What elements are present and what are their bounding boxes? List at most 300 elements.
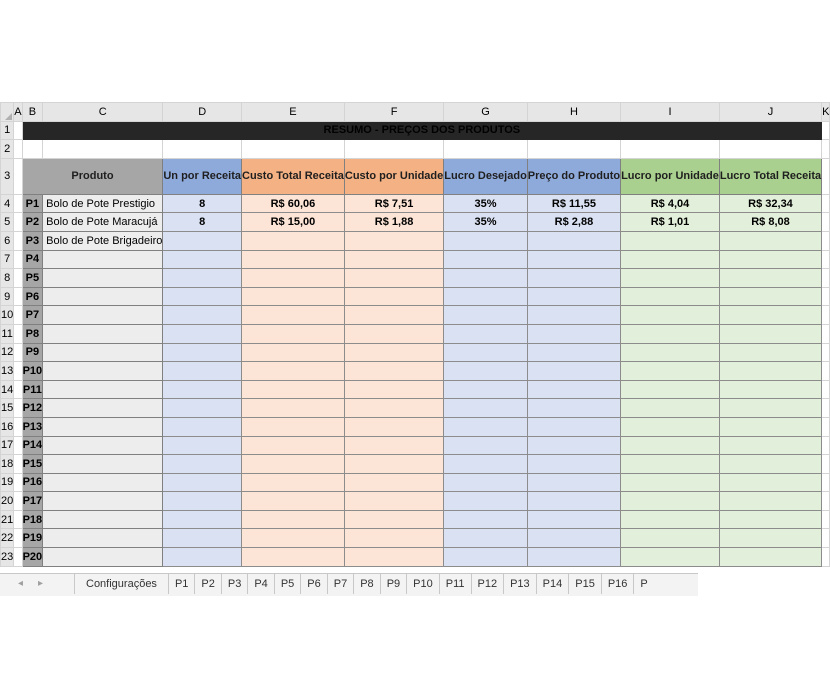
custo-unidade-cell[interactable]	[344, 269, 443, 288]
cell[interactable]	[14, 417, 22, 436]
row-header[interactable]: 23	[1, 548, 14, 567]
lucro-unidade-cell[interactable]	[621, 231, 720, 250]
lucro-unidade-cell[interactable]	[621, 473, 720, 492]
row-header[interactable]: 7	[1, 250, 14, 269]
custo-total-cell[interactable]	[242, 362, 345, 381]
cell[interactable]	[14, 250, 22, 269]
lucro-desejado-cell[interactable]	[444, 343, 528, 362]
lucro-total-cell[interactable]	[719, 287, 821, 306]
row-header[interactable]: 19	[1, 473, 14, 492]
cell[interactable]	[14, 455, 22, 474]
cell[interactable]	[822, 306, 830, 325]
tab-scroll-right-icon[interactable]: ▸	[38, 578, 44, 589]
un-por-receita-cell[interactable]	[163, 548, 242, 567]
cell[interactable]	[14, 140, 22, 159]
cell[interactable]	[14, 121, 22, 140]
row-header[interactable]: 8	[1, 269, 14, 288]
cell[interactable]	[822, 269, 830, 288]
preco-produto-cell[interactable]	[527, 473, 620, 492]
header-lucro-desejado[interactable]: Lucro Desejado	[444, 158, 528, 194]
lucro-unidade-cell[interactable]	[621, 250, 720, 269]
row-header[interactable]: 22	[1, 529, 14, 548]
cell[interactable]	[14, 473, 22, 492]
cell[interactable]	[822, 473, 830, 492]
lucro-desejado-cell[interactable]	[444, 399, 528, 418]
lucro-desejado-cell[interactable]	[444, 548, 528, 567]
product-name[interactable]	[43, 417, 163, 436]
lucro-total-cell[interactable]	[719, 343, 821, 362]
cell[interactable]	[822, 510, 830, 529]
product-id[interactable]: P9	[22, 343, 43, 362]
product-name[interactable]	[43, 287, 163, 306]
custo-unidade-cell[interactable]: R$ 7,51	[344, 194, 443, 213]
lucro-total-cell[interactable]	[719, 492, 821, 511]
un-por-receita-cell[interactable]	[163, 343, 242, 362]
sheet-tab-p15-15[interactable]: P15	[568, 574, 601, 594]
row-header[interactable]: 14	[1, 380, 14, 399]
product-name[interactable]	[43, 529, 163, 548]
row-header[interactable]: 1	[1, 121, 14, 140]
column-header-b[interactable]: B	[22, 103, 43, 122]
preco-produto-cell[interactable]: R$ 11,55	[527, 194, 620, 213]
column-header-h[interactable]: H	[527, 103, 620, 122]
product-id[interactable]: P16	[22, 473, 43, 492]
row-header[interactable]: 13	[1, 362, 14, 381]
lucro-desejado-cell[interactable]	[444, 250, 528, 269]
product-id[interactable]: P2	[22, 213, 43, 232]
un-por-receita-cell[interactable]: 8	[163, 194, 242, 213]
un-por-receita-cell[interactable]	[163, 324, 242, 343]
cell[interactable]	[242, 140, 345, 159]
custo-total-cell[interactable]: R$ 60,06	[242, 194, 345, 213]
cell[interactable]	[344, 140, 443, 159]
preco-produto-cell[interactable]	[527, 362, 620, 381]
lucro-total-cell[interactable]	[719, 548, 821, 567]
lucro-unidade-cell[interactable]	[621, 362, 720, 381]
product-id[interactable]: P6	[22, 287, 43, 306]
un-por-receita-cell[interactable]	[163, 455, 242, 474]
lucro-desejado-cell[interactable]	[444, 436, 528, 455]
lucro-desejado-cell[interactable]	[444, 492, 528, 511]
lucro-total-cell[interactable]	[719, 380, 821, 399]
preco-produto-cell[interactable]	[527, 324, 620, 343]
lucro-desejado-cell[interactable]	[444, 417, 528, 436]
cell[interactable]	[14, 306, 22, 325]
lucro-unidade-cell[interactable]	[621, 287, 720, 306]
header-un-por-receita[interactable]: Un por Receita	[163, 158, 242, 194]
product-name[interactable]	[43, 269, 163, 288]
cell[interactable]	[822, 455, 830, 474]
sheet-tab-configuracoes[interactable]: Configurações	[74, 574, 168, 594]
row-header[interactable]: 18	[1, 455, 14, 474]
cell[interactable]	[822, 213, 830, 232]
un-por-receita-cell[interactable]: 8	[163, 213, 242, 232]
cell[interactable]	[14, 231, 22, 250]
cell[interactable]	[822, 287, 830, 306]
cell[interactable]	[822, 548, 830, 567]
cell[interactable]	[822, 492, 830, 511]
cell[interactable]	[822, 324, 830, 343]
custo-unidade-cell[interactable]	[344, 343, 443, 362]
preco-produto-cell[interactable]	[527, 436, 620, 455]
cell[interactable]	[822, 140, 830, 159]
column-header-d[interactable]: D	[163, 103, 242, 122]
sheet-tab-p9-9[interactable]: P9	[380, 574, 406, 594]
cell[interactable]	[822, 158, 830, 194]
header-lucro-total-receita[interactable]: Lucro Total Receita	[719, 158, 821, 194]
preco-produto-cell[interactable]	[527, 417, 620, 436]
sheet-tab-p-17[interactable]: P	[633, 574, 653, 594]
un-por-receita-cell[interactable]	[163, 362, 242, 381]
lucro-unidade-cell[interactable]	[621, 417, 720, 436]
custo-total-cell[interactable]	[242, 399, 345, 418]
custo-total-cell[interactable]: R$ 15,00	[242, 213, 345, 232]
custo-unidade-cell[interactable]	[344, 548, 443, 567]
row-header[interactable]: 17	[1, 436, 14, 455]
product-id[interactable]: P8	[22, 324, 43, 343]
product-name[interactable]: Bolo de Pote Maracujá	[43, 213, 163, 232]
cell[interactable]	[14, 399, 22, 418]
custo-unidade-cell[interactable]	[344, 436, 443, 455]
un-por-receita-cell[interactable]	[163, 287, 242, 306]
custo-unidade-cell[interactable]	[344, 306, 443, 325]
preco-produto-cell[interactable]	[527, 343, 620, 362]
lucro-unidade-cell[interactable]: R$ 4,04	[621, 194, 720, 213]
custo-unidade-cell[interactable]	[344, 510, 443, 529]
custo-total-cell[interactable]	[242, 306, 345, 325]
lucro-total-cell[interactable]	[719, 362, 821, 381]
sheet-tab-p6-6[interactable]: P6	[300, 574, 326, 594]
cell[interactable]	[822, 194, 830, 213]
lucro-total-cell[interactable]	[719, 529, 821, 548]
header-produto[interactable]: Produto	[22, 158, 163, 194]
sheet-tab-p5-5[interactable]: P5	[274, 574, 300, 594]
cell[interactable]	[822, 121, 830, 140]
custo-total-cell[interactable]	[242, 343, 345, 362]
product-id[interactable]: P13	[22, 417, 43, 436]
sheet-tab-p4-4[interactable]: P4	[247, 574, 273, 594]
product-name[interactable]	[43, 343, 163, 362]
row-header[interactable]: 15	[1, 399, 14, 418]
product-name[interactable]: Bolo de Pote Brigadeiro	[43, 231, 163, 250]
sheet-tab-p12-12[interactable]: P12	[471, 574, 504, 594]
custo-unidade-cell[interactable]	[344, 529, 443, 548]
cell[interactable]	[14, 529, 22, 548]
row-header[interactable]: 4	[1, 194, 14, 213]
product-id[interactable]: P5	[22, 269, 43, 288]
row-header[interactable]: 3	[1, 158, 14, 194]
lucro-total-cell[interactable]	[719, 455, 821, 474]
un-por-receita-cell[interactable]	[163, 399, 242, 418]
cell[interactable]	[822, 436, 830, 455]
cell[interactable]	[43, 140, 163, 159]
un-por-receita-cell[interactable]	[163, 269, 242, 288]
product-name[interactable]	[43, 380, 163, 399]
cell[interactable]	[719, 140, 821, 159]
cell[interactable]	[14, 194, 22, 213]
lucro-unidade-cell[interactable]	[621, 455, 720, 474]
cell[interactable]	[14, 158, 22, 194]
custo-unidade-cell[interactable]	[344, 455, 443, 474]
column-header-j[interactable]: J	[719, 103, 821, 122]
custo-total-cell[interactable]	[242, 287, 345, 306]
cell[interactable]	[22, 140, 43, 159]
cell[interactable]	[14, 287, 22, 306]
product-id[interactable]: P4	[22, 250, 43, 269]
cell[interactable]	[14, 436, 22, 455]
un-por-receita-cell[interactable]	[163, 306, 242, 325]
row-header[interactable]: 21	[1, 510, 14, 529]
custo-total-cell[interactable]	[242, 417, 345, 436]
custo-unidade-cell[interactable]	[344, 362, 443, 381]
row-header[interactable]: 20	[1, 492, 14, 511]
custo-unidade-cell[interactable]: R$ 1,88	[344, 213, 443, 232]
lucro-desejado-cell[interactable]	[444, 529, 528, 548]
cell[interactable]	[14, 380, 22, 399]
cell[interactable]	[14, 213, 22, 232]
custo-total-cell[interactable]	[242, 455, 345, 474]
custo-unidade-cell[interactable]	[344, 492, 443, 511]
product-name[interactable]	[43, 510, 163, 529]
preco-produto-cell[interactable]	[527, 399, 620, 418]
un-por-receita-cell[interactable]	[163, 436, 242, 455]
lucro-unidade-cell[interactable]	[621, 510, 720, 529]
lucro-desejado-cell[interactable]	[444, 231, 528, 250]
un-por-receita-cell[interactable]	[163, 492, 242, 511]
sheet-tab-p10-10[interactable]: P10	[406, 574, 439, 594]
product-name[interactable]	[43, 306, 163, 325]
column-header-e[interactable]: E	[242, 103, 345, 122]
lucro-desejado-cell[interactable]	[444, 362, 528, 381]
column-header-i[interactable]: I	[621, 103, 720, 122]
preco-produto-cell[interactable]	[527, 250, 620, 269]
preco-produto-cell[interactable]	[527, 269, 620, 288]
custo-total-cell[interactable]	[242, 548, 345, 567]
lucro-total-cell[interactable]	[719, 399, 821, 418]
lucro-total-cell[interactable]	[719, 250, 821, 269]
lucro-unidade-cell[interactable]	[621, 380, 720, 399]
cell[interactable]	[621, 140, 720, 159]
lucro-unidade-cell[interactable]	[621, 399, 720, 418]
cell[interactable]	[822, 343, 830, 362]
un-por-receita-cell[interactable]	[163, 510, 242, 529]
lucro-desejado-cell[interactable]	[444, 510, 528, 529]
cell[interactable]	[14, 269, 22, 288]
product-id[interactable]: P19	[22, 529, 43, 548]
lucro-desejado-cell[interactable]	[444, 306, 528, 325]
sheet-tab-p1-1[interactable]: P1	[168, 574, 194, 594]
select-all-corner[interactable]	[1, 103, 14, 122]
cell[interactable]	[822, 399, 830, 418]
product-id[interactable]: P7	[22, 306, 43, 325]
product-id[interactable]: P3	[22, 231, 43, 250]
product-id[interactable]: P18	[22, 510, 43, 529]
preco-produto-cell[interactable]	[527, 306, 620, 325]
lucro-unidade-cell[interactable]	[621, 436, 720, 455]
product-name[interactable]	[43, 548, 163, 567]
lucro-total-cell[interactable]	[719, 417, 821, 436]
lucro-unidade-cell[interactable]	[621, 529, 720, 548]
preco-produto-cell[interactable]: R$ 2,88	[527, 213, 620, 232]
tab-scroll-left-icon[interactable]: ◂	[18, 578, 24, 589]
row-header[interactable]: 11	[1, 324, 14, 343]
lucro-desejado-cell[interactable]	[444, 473, 528, 492]
lucro-desejado-cell[interactable]: 35%	[444, 213, 528, 232]
header-lucro-por-unidade[interactable]: Lucro por Unidade	[621, 158, 720, 194]
cell[interactable]	[14, 343, 22, 362]
product-id[interactable]: P1	[22, 194, 43, 213]
product-name[interactable]	[43, 250, 163, 269]
product-name[interactable]	[43, 436, 163, 455]
row-header[interactable]: 9	[1, 287, 14, 306]
custo-total-cell[interactable]	[242, 324, 345, 343]
un-por-receita-cell[interactable]	[163, 250, 242, 269]
product-id[interactable]: P15	[22, 455, 43, 474]
custo-unidade-cell[interactable]	[344, 287, 443, 306]
custo-total-cell[interactable]	[242, 380, 345, 399]
sheet-tab-p7-7[interactable]: P7	[327, 574, 353, 594]
custo-total-cell[interactable]	[242, 231, 345, 250]
lucro-desejado-cell[interactable]	[444, 324, 528, 343]
lucro-total-cell[interactable]	[719, 269, 821, 288]
header-preco-do-produto[interactable]: Preço do Produto	[527, 158, 620, 194]
lucro-unidade-cell[interactable]	[621, 269, 720, 288]
sheet-tab-p11-11[interactable]: P11	[439, 574, 471, 594]
custo-total-cell[interactable]	[242, 269, 345, 288]
preco-produto-cell[interactable]	[527, 455, 620, 474]
cell[interactable]	[527, 140, 620, 159]
lucro-unidade-cell[interactable]	[621, 324, 720, 343]
custo-total-cell[interactable]	[242, 436, 345, 455]
lucro-total-cell[interactable]	[719, 324, 821, 343]
custo-unidade-cell[interactable]	[344, 324, 443, 343]
product-name[interactable]	[43, 362, 163, 381]
lucro-unidade-cell[interactable]	[621, 492, 720, 511]
custo-total-cell[interactable]	[242, 529, 345, 548]
row-header[interactable]: 5	[1, 213, 14, 232]
sheet-tab-p14-14[interactable]: P14	[536, 574, 569, 594]
row-header[interactable]: 10	[1, 306, 14, 325]
column-header-f[interactable]: F	[344, 103, 443, 122]
lucro-total-cell[interactable]	[719, 436, 821, 455]
custo-unidade-cell[interactable]	[344, 417, 443, 436]
product-name[interactable]	[43, 399, 163, 418]
custo-unidade-cell[interactable]	[344, 250, 443, 269]
product-id[interactable]: P17	[22, 492, 43, 511]
column-header-a[interactable]: A	[14, 103, 22, 122]
lucro-total-cell[interactable]	[719, 510, 821, 529]
column-header-g[interactable]: G	[444, 103, 528, 122]
header-custo-por-unidade[interactable]: Custo por Unidade	[344, 158, 443, 194]
custo-unidade-cell[interactable]	[344, 399, 443, 418]
cell[interactable]	[14, 548, 22, 567]
custo-total-cell[interactable]	[242, 492, 345, 511]
lucro-total-cell[interactable]: R$ 32,34	[719, 194, 821, 213]
sheet-tab-p16-16[interactable]: P16	[601, 574, 634, 594]
cell[interactable]	[14, 324, 22, 343]
cell[interactable]	[14, 510, 22, 529]
sheet-tab-p8-8[interactable]: P8	[353, 574, 379, 594]
cell[interactable]	[822, 529, 830, 548]
un-por-receita-cell[interactable]	[163, 473, 242, 492]
lucro-total-cell[interactable]	[719, 231, 821, 250]
lucro-total-cell[interactable]: R$ 8,08	[719, 213, 821, 232]
custo-total-cell[interactable]	[242, 250, 345, 269]
lucro-unidade-cell[interactable]: R$ 1,01	[621, 213, 720, 232]
row-header[interactable]: 16	[1, 417, 14, 436]
cell[interactable]	[822, 231, 830, 250]
lucro-total-cell[interactable]	[719, 306, 821, 325]
un-por-receita-cell[interactable]	[163, 529, 242, 548]
lucro-total-cell[interactable]	[719, 473, 821, 492]
un-por-receita-cell[interactable]	[163, 417, 242, 436]
product-name[interactable]	[43, 455, 163, 474]
preco-produto-cell[interactable]	[527, 231, 620, 250]
product-id[interactable]: P20	[22, 548, 43, 567]
product-id[interactable]: P10	[22, 362, 43, 381]
lucro-desejado-cell[interactable]	[444, 380, 528, 399]
product-name[interactable]	[43, 324, 163, 343]
lucro-desejado-cell[interactable]: 35%	[444, 194, 528, 213]
summary-title[interactable]: RESUMO - PREÇOS DOS PRODUTOS	[22, 121, 822, 140]
un-por-receita-cell[interactable]	[163, 231, 242, 250]
lucro-desejado-cell[interactable]	[444, 287, 528, 306]
custo-unidade-cell[interactable]	[344, 231, 443, 250]
sheet-tab-p2-2[interactable]: P2	[194, 574, 220, 594]
header-custo-total-receita[interactable]: Custo Total Receita	[242, 158, 345, 194]
preco-produto-cell[interactable]	[527, 380, 620, 399]
sheet-tab-p3-3[interactable]: P3	[221, 574, 247, 594]
cell[interactable]	[14, 362, 22, 381]
cell[interactable]	[822, 417, 830, 436]
preco-produto-cell[interactable]	[527, 492, 620, 511]
spreadsheet-grid[interactable]	[0, 102, 830, 595]
column-header-c[interactable]: C	[43, 103, 163, 122]
product-name[interactable]: Bolo de Pote Prestigio	[43, 194, 163, 213]
cell-grid[interactable]	[0, 102, 830, 567]
cell[interactable]	[163, 140, 242, 159]
product-id[interactable]: P14	[22, 436, 43, 455]
product-id[interactable]: P12	[22, 399, 43, 418]
column-header-k[interactable]: K	[822, 103, 830, 122]
lucro-desejado-cell[interactable]	[444, 455, 528, 474]
preco-produto-cell[interactable]	[527, 529, 620, 548]
un-por-receita-cell[interactable]	[163, 380, 242, 399]
row-header[interactable]: 6	[1, 231, 14, 250]
lucro-unidade-cell[interactable]	[621, 548, 720, 567]
cell[interactable]	[14, 492, 22, 511]
cell[interactable]	[822, 250, 830, 269]
row-header[interactable]: 12	[1, 343, 14, 362]
cell[interactable]	[822, 362, 830, 381]
preco-produto-cell[interactable]	[527, 548, 620, 567]
preco-produto-cell[interactable]	[527, 510, 620, 529]
custo-total-cell[interactable]	[242, 510, 345, 529]
lucro-unidade-cell[interactable]	[621, 306, 720, 325]
custo-unidade-cell[interactable]	[344, 380, 443, 399]
lucro-desejado-cell[interactable]	[444, 269, 528, 288]
product-name[interactable]	[43, 492, 163, 511]
row-header[interactable]: 2	[1, 140, 14, 159]
preco-produto-cell[interactable]	[527, 287, 620, 306]
custo-unidade-cell[interactable]	[344, 473, 443, 492]
sheet-tab-p13-13[interactable]: P13	[503, 574, 536, 594]
product-name[interactable]	[43, 473, 163, 492]
product-id[interactable]: P11	[22, 380, 43, 399]
custo-total-cell[interactable]	[242, 473, 345, 492]
lucro-unidade-cell[interactable]	[621, 343, 720, 362]
cell[interactable]	[444, 140, 528, 159]
